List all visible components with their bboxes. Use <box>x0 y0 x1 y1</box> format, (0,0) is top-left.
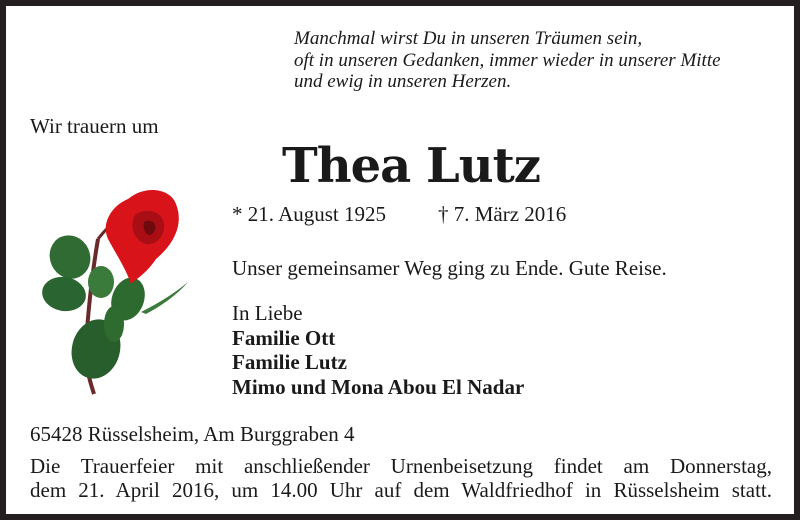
poem <box>294 28 721 93</box>
mourner: Mimo und Mona Abou El Nadar <box>232 374 525 399</box>
ceremony-line: dem 21. April 2016, um 14.00 Uhr auf dem Waldfriedhof in Rüsselsheim statt. <box>30 478 772 502</box>
intro-text: Wir trauern um <box>30 114 159 138</box>
deceased-name: Thea Lutz <box>282 138 541 194</box>
poem-line: Manchmal wirst Du in unseren Träumen sein, <box>294 28 643 49</box>
birth-date: * 21. August 1925 <box>232 202 387 226</box>
mourner: Familie Lutz <box>232 350 347 374</box>
mourner: Familie Ott <box>232 325 336 350</box>
ceremony-line: Die Trauerfeier mit anschließender Urnenbeisetzung findet am Donnerstag, <box>30 454 772 478</box>
death-date: † 7. März 2016 <box>438 202 567 226</box>
poem-line: oft in unseren Gedanken, immer wieder in unserer Mitte <box>294 49 721 71</box>
poem-line: und ewig in unseren Herzen. <box>294 71 512 92</box>
signoff: In Liebe <box>232 301 303 325</box>
mourners <box>232 301 524 399</box>
rose-image <box>36 184 196 399</box>
ceremony-info <box>30 454 772 502</box>
address: 65428 Rüsselsheim, Am Burggraben 4 <box>30 422 355 446</box>
message: Unser gemeinsamer Weg ging zu Ende. Gute Reise. <box>232 256 667 280</box>
